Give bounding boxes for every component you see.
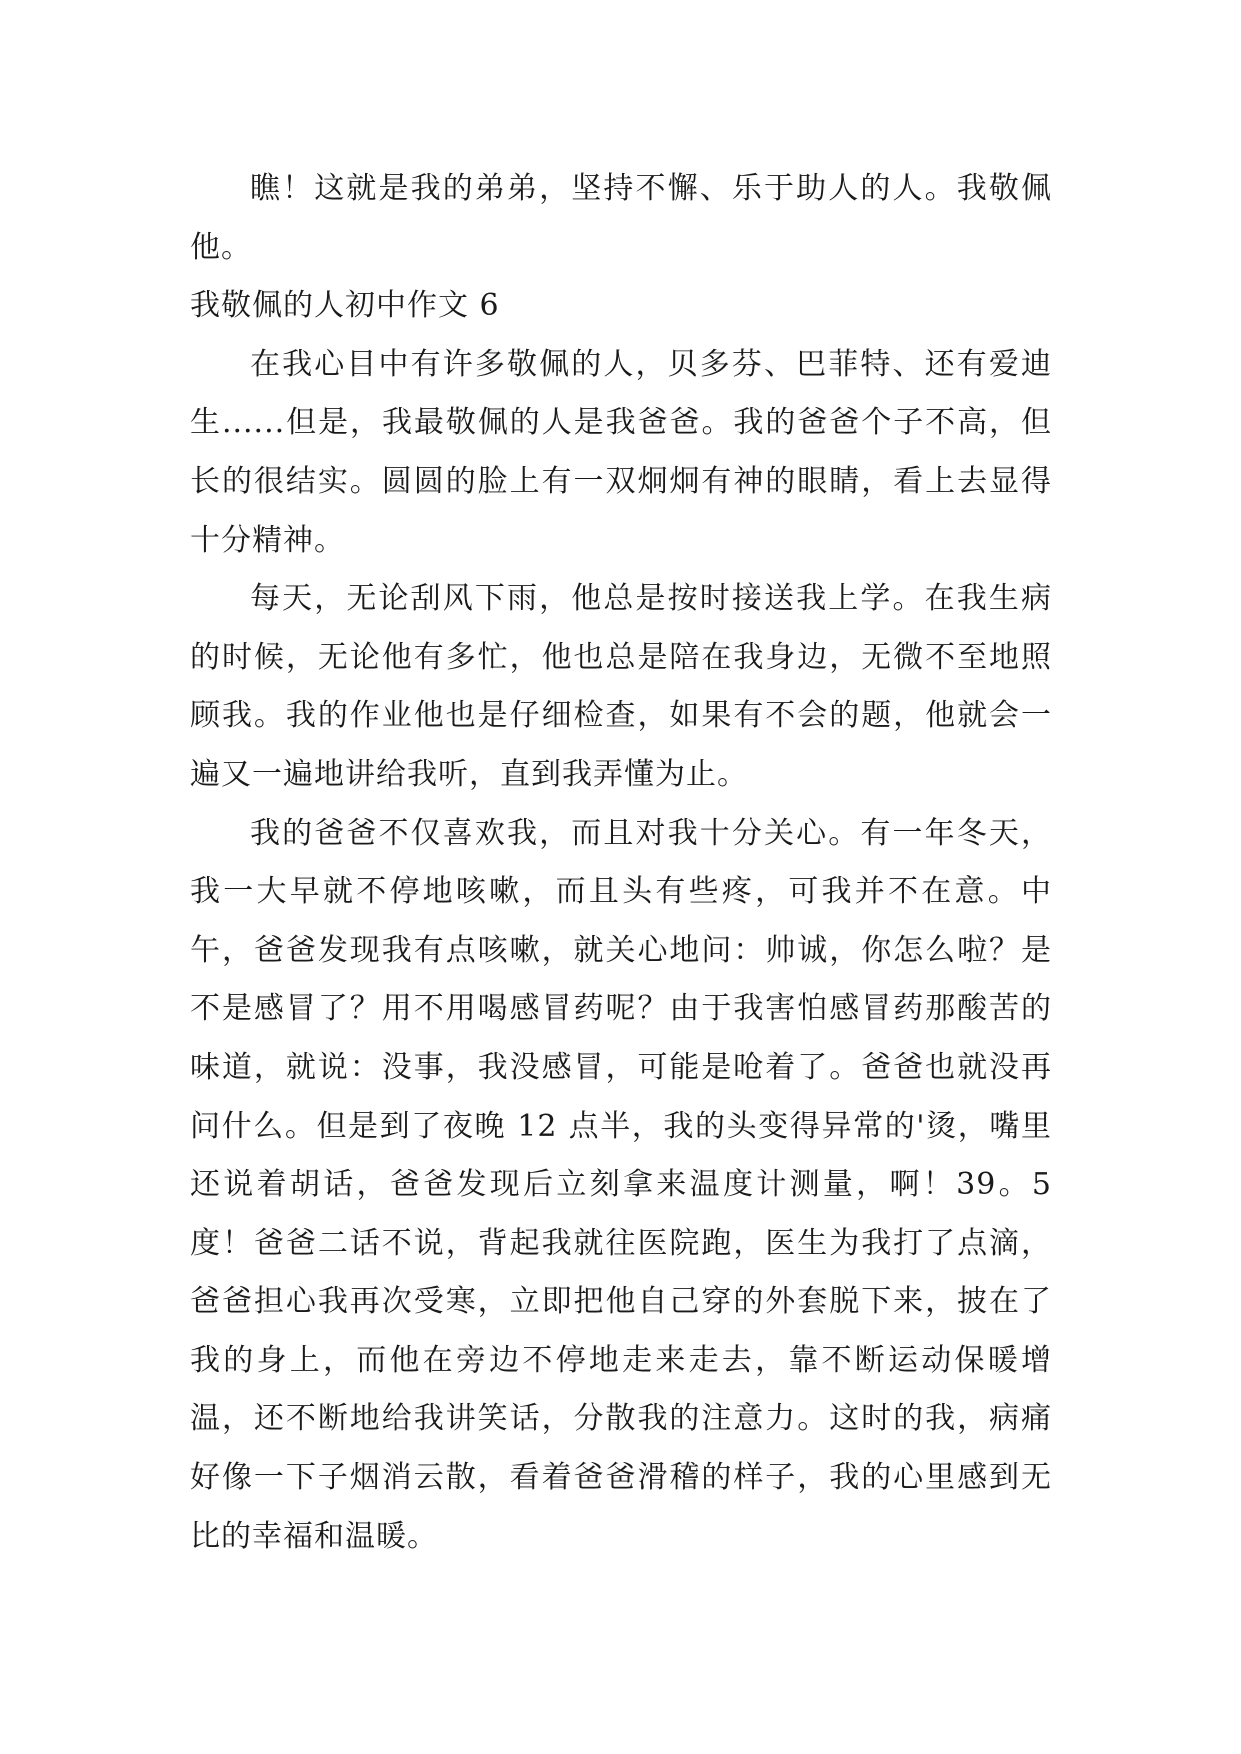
paragraph-intro: 在我心目中有许多敬佩的人，贝多芬、巴菲特、还有爱迪生......但是，我最敬佩的人是我爸爸。我的爸爸个子不高，但长的很结实。圆圆的脸上有一双炯炯有神的眼睛，看上去显得十分精神。 bbox=[190, 346, 1052, 558]
paragraph-illness-story: 我的爸爸不仅喜欢我，而且对我十分关心。有一年冬天，我一大早就不停地咳嗽，而且头有些疼，可我并不在意。中午，爸爸发现我有点咳嗽，就关心地问：帅诚，你怎么啦？是不是感冒了？用不用喝感冒药呢？由于我害怕感冒药那酸苦的味道，就说：没事，我没感冒，可能是呛着了。爸爸也就没再问什么。但是到了夜晚 12 点半，我的头变得异常的'烫，嘴里还说着胡话，爸爸发现后立刻拿来温度计测量，啊！39。5 度！爸爸二话不说，背起我就往医院跑，医生为我打了点滴，爸爸担心我再次受寒，立即把他自己穿的外套脱下来，披在了我的身上，而他在旁边不停地走来走去，靠不断运动保暖增温，还不断地给我讲笑话，分散我的注意力。这时的我，病痛好像一下子烟消云散，看着爸爸滑稽的样子，我的心里感到无比的幸福和温暖。 bbox=[190, 815, 1052, 1554]
paragraph-daily-care: 每天，无论刮风下雨，他总是按时接送我上学。在我生病的时候，无论他有多忙，他也总是陪在我身边，无微不至地照顾我。我的作业他也是仔细检查，如果有不会的题，他就会一遍又一遍地讲给我听，直到我弄懂为止。 bbox=[190, 581, 1052, 792]
document-body bbox=[190, 160, 1052, 1566]
paragraph-closing: 瞧！这就是我的弟弟，坚持不懈、乐于助人的人。我敬佩他。 bbox=[190, 171, 1052, 265]
essay-title: 我敬佩的人初中作文 6 bbox=[190, 288, 500, 324]
